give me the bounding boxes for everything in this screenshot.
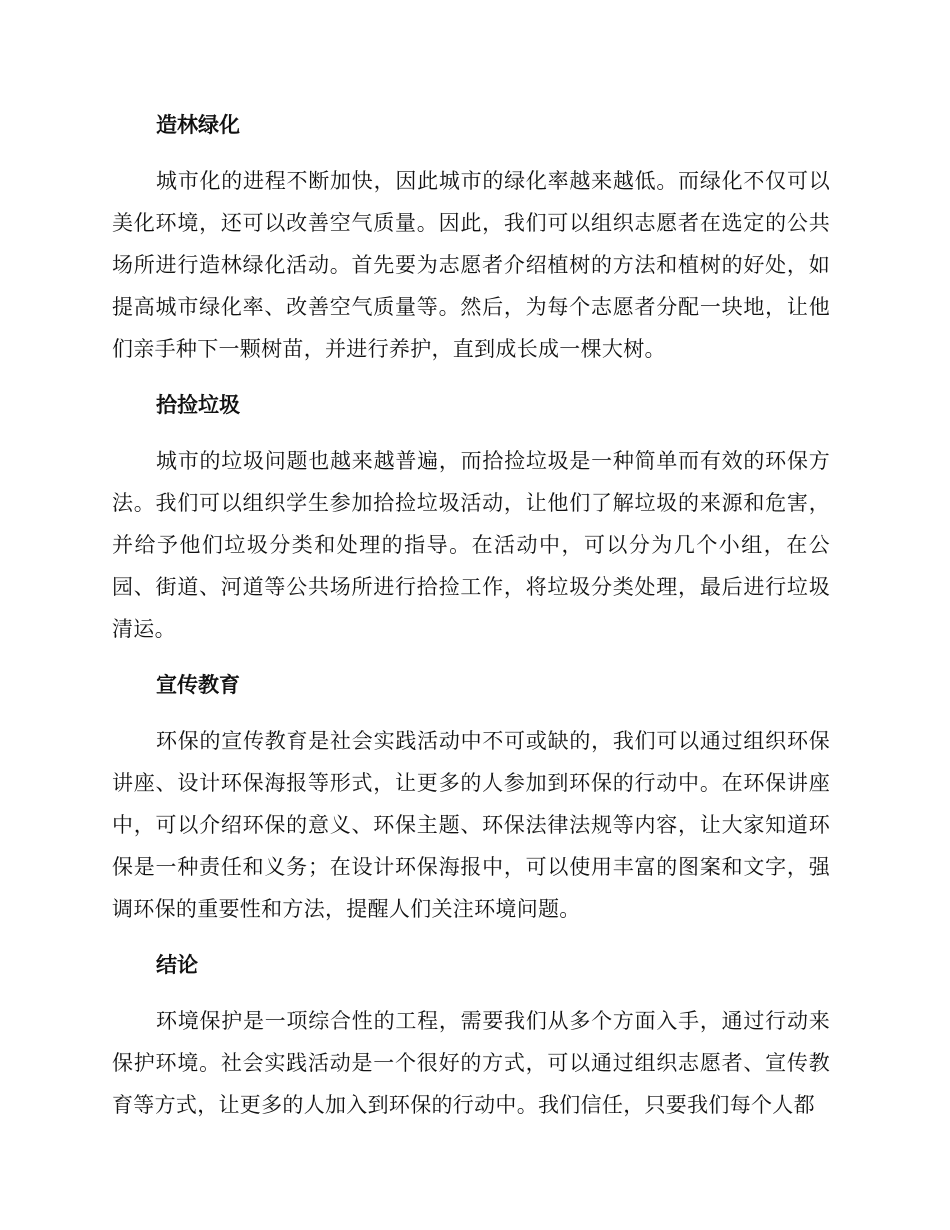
section-heading-publicity-education: 宣传教育 xyxy=(156,673,240,697)
document-page xyxy=(112,104,830,1140)
section-body-litter-pickup: 城市的垃圾问题也越来越普遍，而拾捡垃圾是一种简单而有效的环保方法。我们可以组织学生参加拾捡垃圾活动，让他们了解垃圾的来源和危害，并给予他们垃圾分类和处理的指导。在活动中，可以分为几个小组，在公园、街道、河道等公共场所进行拾捡工作，将垃圾分类处理，最后进行垃圾清运。 xyxy=(112,449,830,641)
section-body-publicity-education: 环保的宣传教育是社会实践活动中不可或缺的，我们可以通过组织环保讲座、设计环保海报等形式，让更多的人参加到环保的行动中。在环保讲座中，可以介绍环保的意义、环保主题、环保法律法规等内容，让大家知道环保是一种责任和义务；在设计环保海报中，可以使用丰富的图案和文字，强调环保的重要性和方法，提醒人们关注环境问题。 xyxy=(112,729,830,921)
section-body-afforestation: 城市化的进程不断加快，因此城市的绿化率越来越低。而绿化不仅可以美化环境，还可以改善空气质量。因此，我们可以组织志愿者在选定的公共场所进行造林绿化活动。首先要为志愿者介绍植树的方法和植树的好处，如提高城市绿化率、改善空气质量等。然后，为每个志愿者分配一块地，让他们亲手种下一颗树苗，并进行养护，直到成长成一棵大树。 xyxy=(112,169,830,361)
section-heading-conclusion: 结论 xyxy=(156,953,198,977)
section-body-conclusion: 环境保护是一项综合性的工程，需要我们从多个方面入手，通过行动来保护环境。社会实践活动是一个很好的方式，可以通过组织志愿者、宣传教育等方式，让更多的人加入到环保的行动中。我们信任，只要我们每个人都 xyxy=(112,1009,830,1117)
section-heading-litter-pickup: 拾捡垃圾 xyxy=(156,393,240,417)
section-heading-afforestation: 造林绿化 xyxy=(156,113,240,137)
